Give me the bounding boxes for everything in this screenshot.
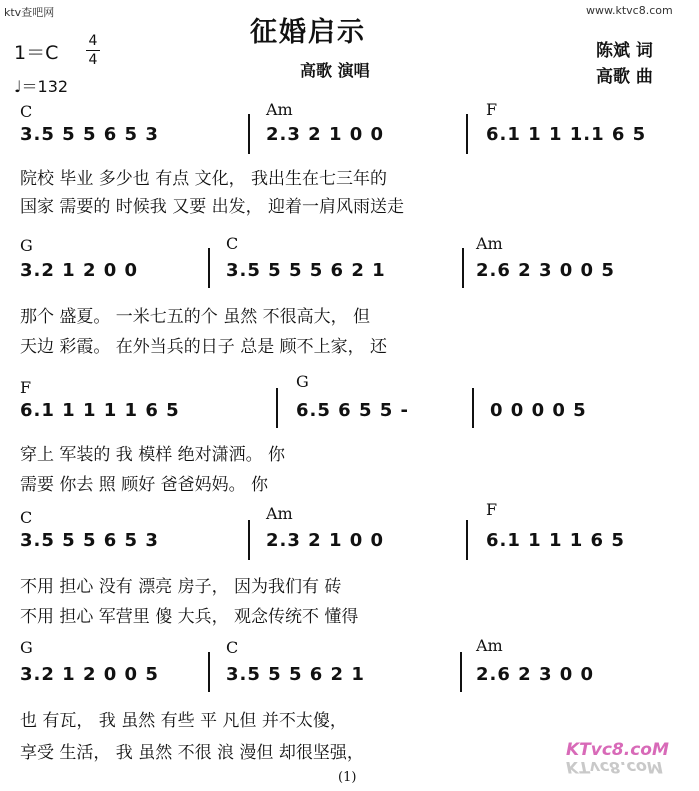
chord-symbol: F <box>486 100 498 119</box>
bar-line <box>208 248 210 288</box>
lyric-verse-1: 院校 毕业 多少也 有点 文化， 我出生在七三年的 <box>20 169 388 189</box>
chord-symbol: C <box>20 102 33 121</box>
watermark-logo: KTvc8.coM <box>566 740 669 760</box>
time-numerator: 4 <box>88 33 98 49</box>
site-name-right: www.ktvc8.com <box>586 4 673 17</box>
time-fraction-line <box>86 50 100 51</box>
measure-notes: 3.5 5 5 6 5 3 <box>20 124 159 145</box>
measure-notes: 0 0 0 0 5 <box>490 400 587 421</box>
bar-line <box>248 114 250 154</box>
chord-symbol: Am <box>476 636 503 655</box>
chord-symbol: G <box>20 236 33 255</box>
chord-symbol: Am <box>476 234 503 253</box>
lyric-verse-2: 享受 生活， 我 虽然 不很 浪 漫但 却很坚强， <box>20 743 364 763</box>
measure-notes: 6.5 6 5 5 - <box>296 400 409 421</box>
chord-symbol: Am <box>266 504 293 523</box>
site-name-left: ktv查吧网 <box>4 6 55 19</box>
measure-notes: 3.5 5 5 5 6 2 1 <box>226 260 386 281</box>
song-subtitle: 高歌 演唱 <box>300 61 370 80</box>
bar-line <box>466 520 468 560</box>
bar-line <box>276 388 278 428</box>
chord-symbol: F <box>486 500 498 519</box>
lyricist-credit: 陈斌 词 <box>596 41 653 61</box>
bar-line <box>472 388 474 428</box>
time-signature <box>86 34 100 67</box>
bar-line <box>466 114 468 154</box>
lyric-verse-1: 也 有瓦， 我 虽然 有些 平 凡但 并不太傻， <box>20 711 347 731</box>
lyric-verse-2: 国家 需要的 时候我 又要 出发， 迎着一肩风雨送走 <box>20 197 405 217</box>
key-signature: 1＝C <box>14 42 59 64</box>
chord-symbol: C <box>226 234 239 253</box>
chord-symbol: Am <box>266 100 293 119</box>
measure-notes: 2.6 2 3 0 0 5 <box>476 260 615 281</box>
bar-line <box>248 520 250 560</box>
chord-symbol: F <box>20 378 32 397</box>
bar-line <box>208 652 210 692</box>
measure-notes: 6.1 1 1 1 1 6 5 <box>20 400 180 421</box>
composer-credit: 高歌 曲 <box>596 67 653 87</box>
watermark-reflection: KTvc8.coM <box>566 758 663 777</box>
measure-notes: 2.3 2 1 0 0 <box>266 124 385 145</box>
measure-notes: 2.3 2 1 0 0 <box>266 530 385 551</box>
tempo-marking: ♩＝132 <box>14 77 69 96</box>
lyric-verse-2: 天边 彩霞。 在外当兵的日子 总是 顾不上家， 还 <box>20 337 388 357</box>
measure-notes: 6.1 1 1 1 6 5 <box>486 530 625 551</box>
lyric-verse-2: 需要 你去 照 顾好 爸爸妈妈。 你 <box>20 475 269 495</box>
song-title: 征婚启示 <box>250 17 366 48</box>
chord-symbol: C <box>20 508 33 527</box>
lyric-verse-1: 穿上 军装的 我 模样 绝对潇洒。 你 <box>20 445 286 465</box>
chord-symbol: G <box>296 372 309 391</box>
page-number: (1) <box>338 770 357 785</box>
measure-notes: 3.5 5 5 6 2 1 <box>226 664 365 685</box>
lyric-verse-2: 不用 担心 军营里 傻 大兵， 观念传统不 懂得 <box>20 607 359 627</box>
measure-notes: 6.1 1 1 1.1 6 5 <box>486 124 647 145</box>
measure-notes: 3.2 1 2 0 0 <box>20 260 139 281</box>
chord-symbol: C <box>226 638 239 657</box>
chord-symbol: G <box>20 638 33 657</box>
lyric-verse-1: 那个 盛夏。 一米七五的个 虽然 不很高大， 但 <box>20 307 371 327</box>
bar-line <box>460 652 462 692</box>
lyric-verse-1: 不用 担心 没有 漂亮 房子， 因为我们有 砖 <box>20 577 342 597</box>
bar-line <box>462 248 464 288</box>
measure-notes: 2.6 2 3 0 0 <box>476 664 595 685</box>
measure-notes: 3.2 1 2 0 0 5 <box>20 664 159 685</box>
time-denominator: 4 <box>88 52 98 68</box>
measure-notes: 3.5 5 5 6 5 3 <box>20 530 159 551</box>
